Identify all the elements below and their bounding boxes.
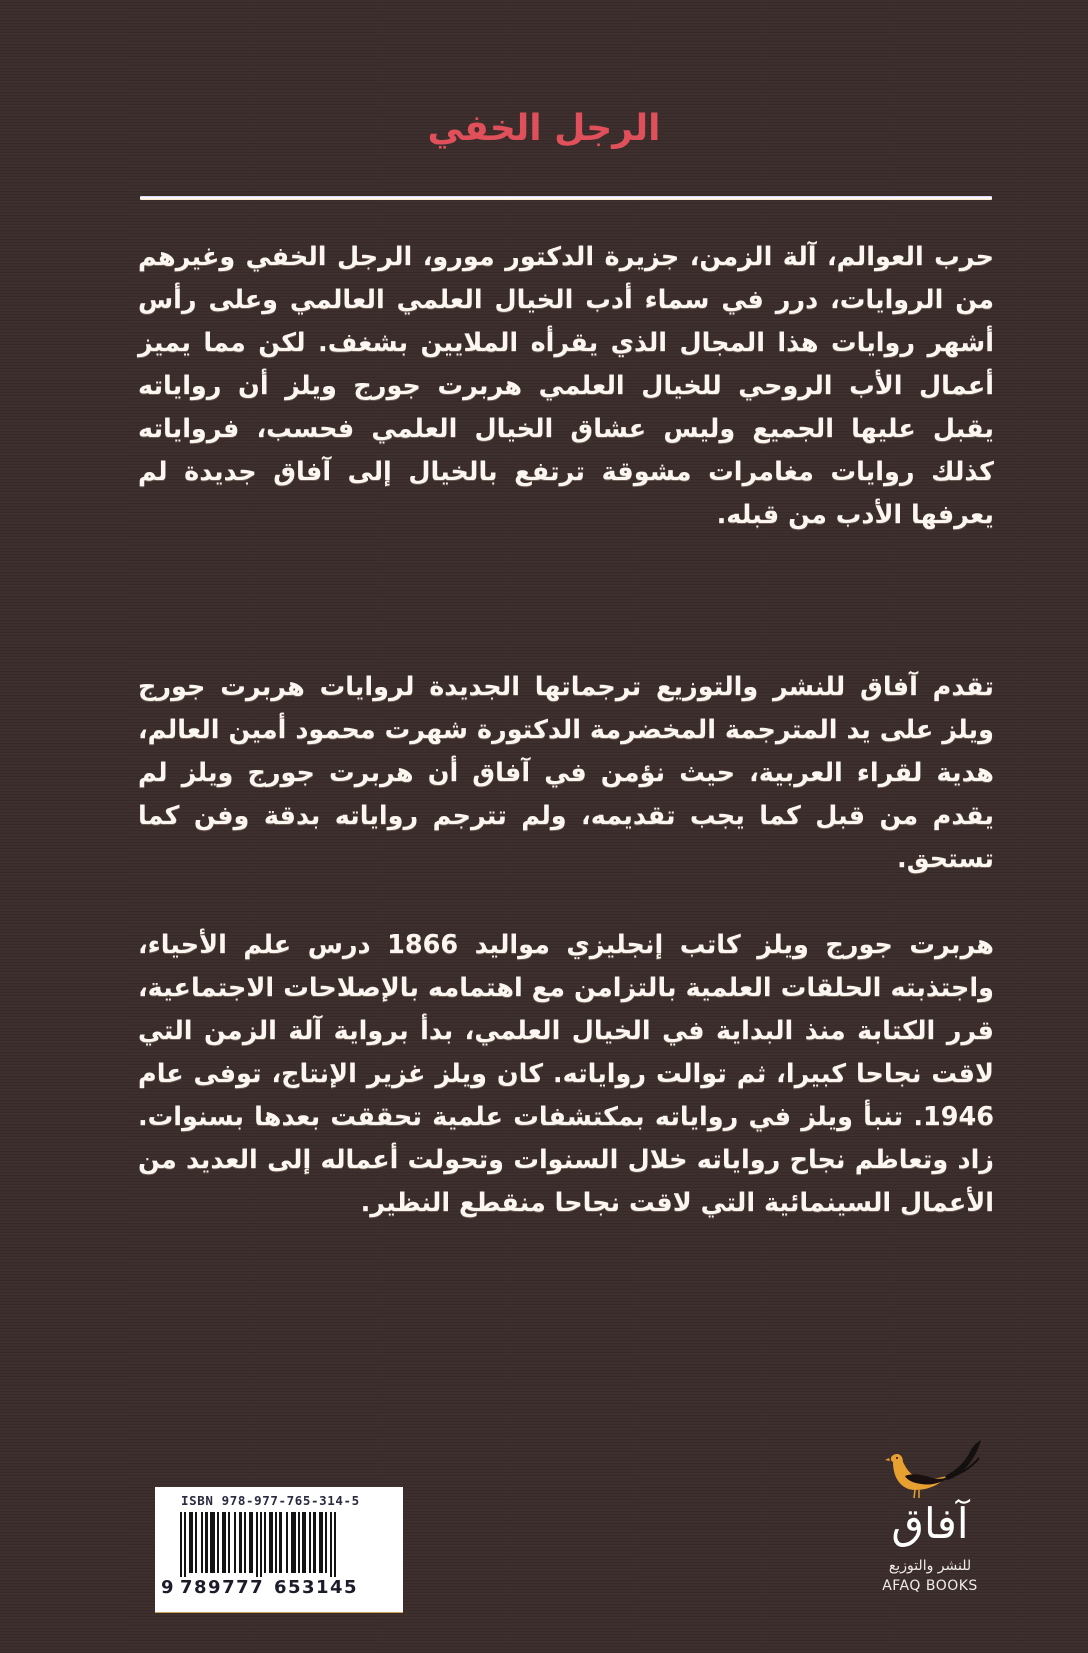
publisher-tagline-arabic: للنشر والتوزيع: [888, 1558, 972, 1574]
blurb-paragraph-2: تقدم آفاق للنشر والتوزيع ترجماتها الجديدة لروايات هربرت جورج ويلز على يد المترجمة المخضرمة الدكتورة شهرت محمود أمين العالم، هدية لقراء العربية، حيث نؤمن في آفاق أن هربرت جورج ويلز لم يقدم من قبل كما يجب تقديمه، ولم تترجم رواياته بدقة وفن كما تستحق.: [138, 672, 994, 874]
barcode-digits-left: 789777: [180, 1577, 265, 1598]
book-title: الرجل الخفي: [427, 108, 661, 149]
publisher-logo: [860, 1440, 1000, 1605]
isbn-label: ISBN 978-977-765-314-5: [181, 1493, 360, 1508]
barcode-digit-first: 9: [161, 1577, 176, 1598]
title-divider: [140, 196, 992, 200]
publisher-name-arabic: آفاق: [891, 1499, 969, 1548]
blurb-paragraph-1: حرب العوالم، آلة الزمن، جزيرة الدكتور مورو، الرجل الخفي وغيرهم من الروايات، درر في سماء أدب الخيال العلمي العالمي وعلى رأس أشهر روايات هذا المجال الذي يقرأه الملايين بشغف. لكن مما يميز أعمال الأب الروحي للخيال العلمي هربرت جورج ويلز أن رواياته يقبل عليها الجميع وليس عشاق الخيال العلمي فحسب، فرواياته كذلك روايات مغامرات مشوقة ترتفع بالخيال إلى آفاق جديدة لم يعرفها الأدب من قبله.: [138, 242, 994, 530]
publisher-name-english: AFAQ BOOKS: [882, 1578, 978, 1594]
blurb-paragraph-3: هربرت جورج ويلز كاتب إنجليزي مواليد 1866 درس علم الأحياء، واجتذبته الحلقات العلمية بالتزامن مع اهتمامه بالإصلاحات الاجتماعية، قرر الكتابة منذ البداية في الخيال العلمي، بدأ برواية آلة الزمن التي لاقت نجاحا كبيرا، ثم توالت رواياته. كان ويلز غزير الإنتاج، توفى عام 1946. تنبأ ويلز في رواياته بمكتشفات علمية تحققت بعدها بسنوات. زاد وتعاظم نجاح رواياته خلال السنوات وتحولت أعماله إلى العديد من الأعمال السينمائية التي لاقت نجاحا منقطع النظير.: [138, 930, 994, 1218]
isbn-barcode: [155, 1487, 403, 1613]
barcode-digits-right: 653145: [273, 1577, 359, 1598]
barcode-digits: [161, 1577, 401, 1598]
